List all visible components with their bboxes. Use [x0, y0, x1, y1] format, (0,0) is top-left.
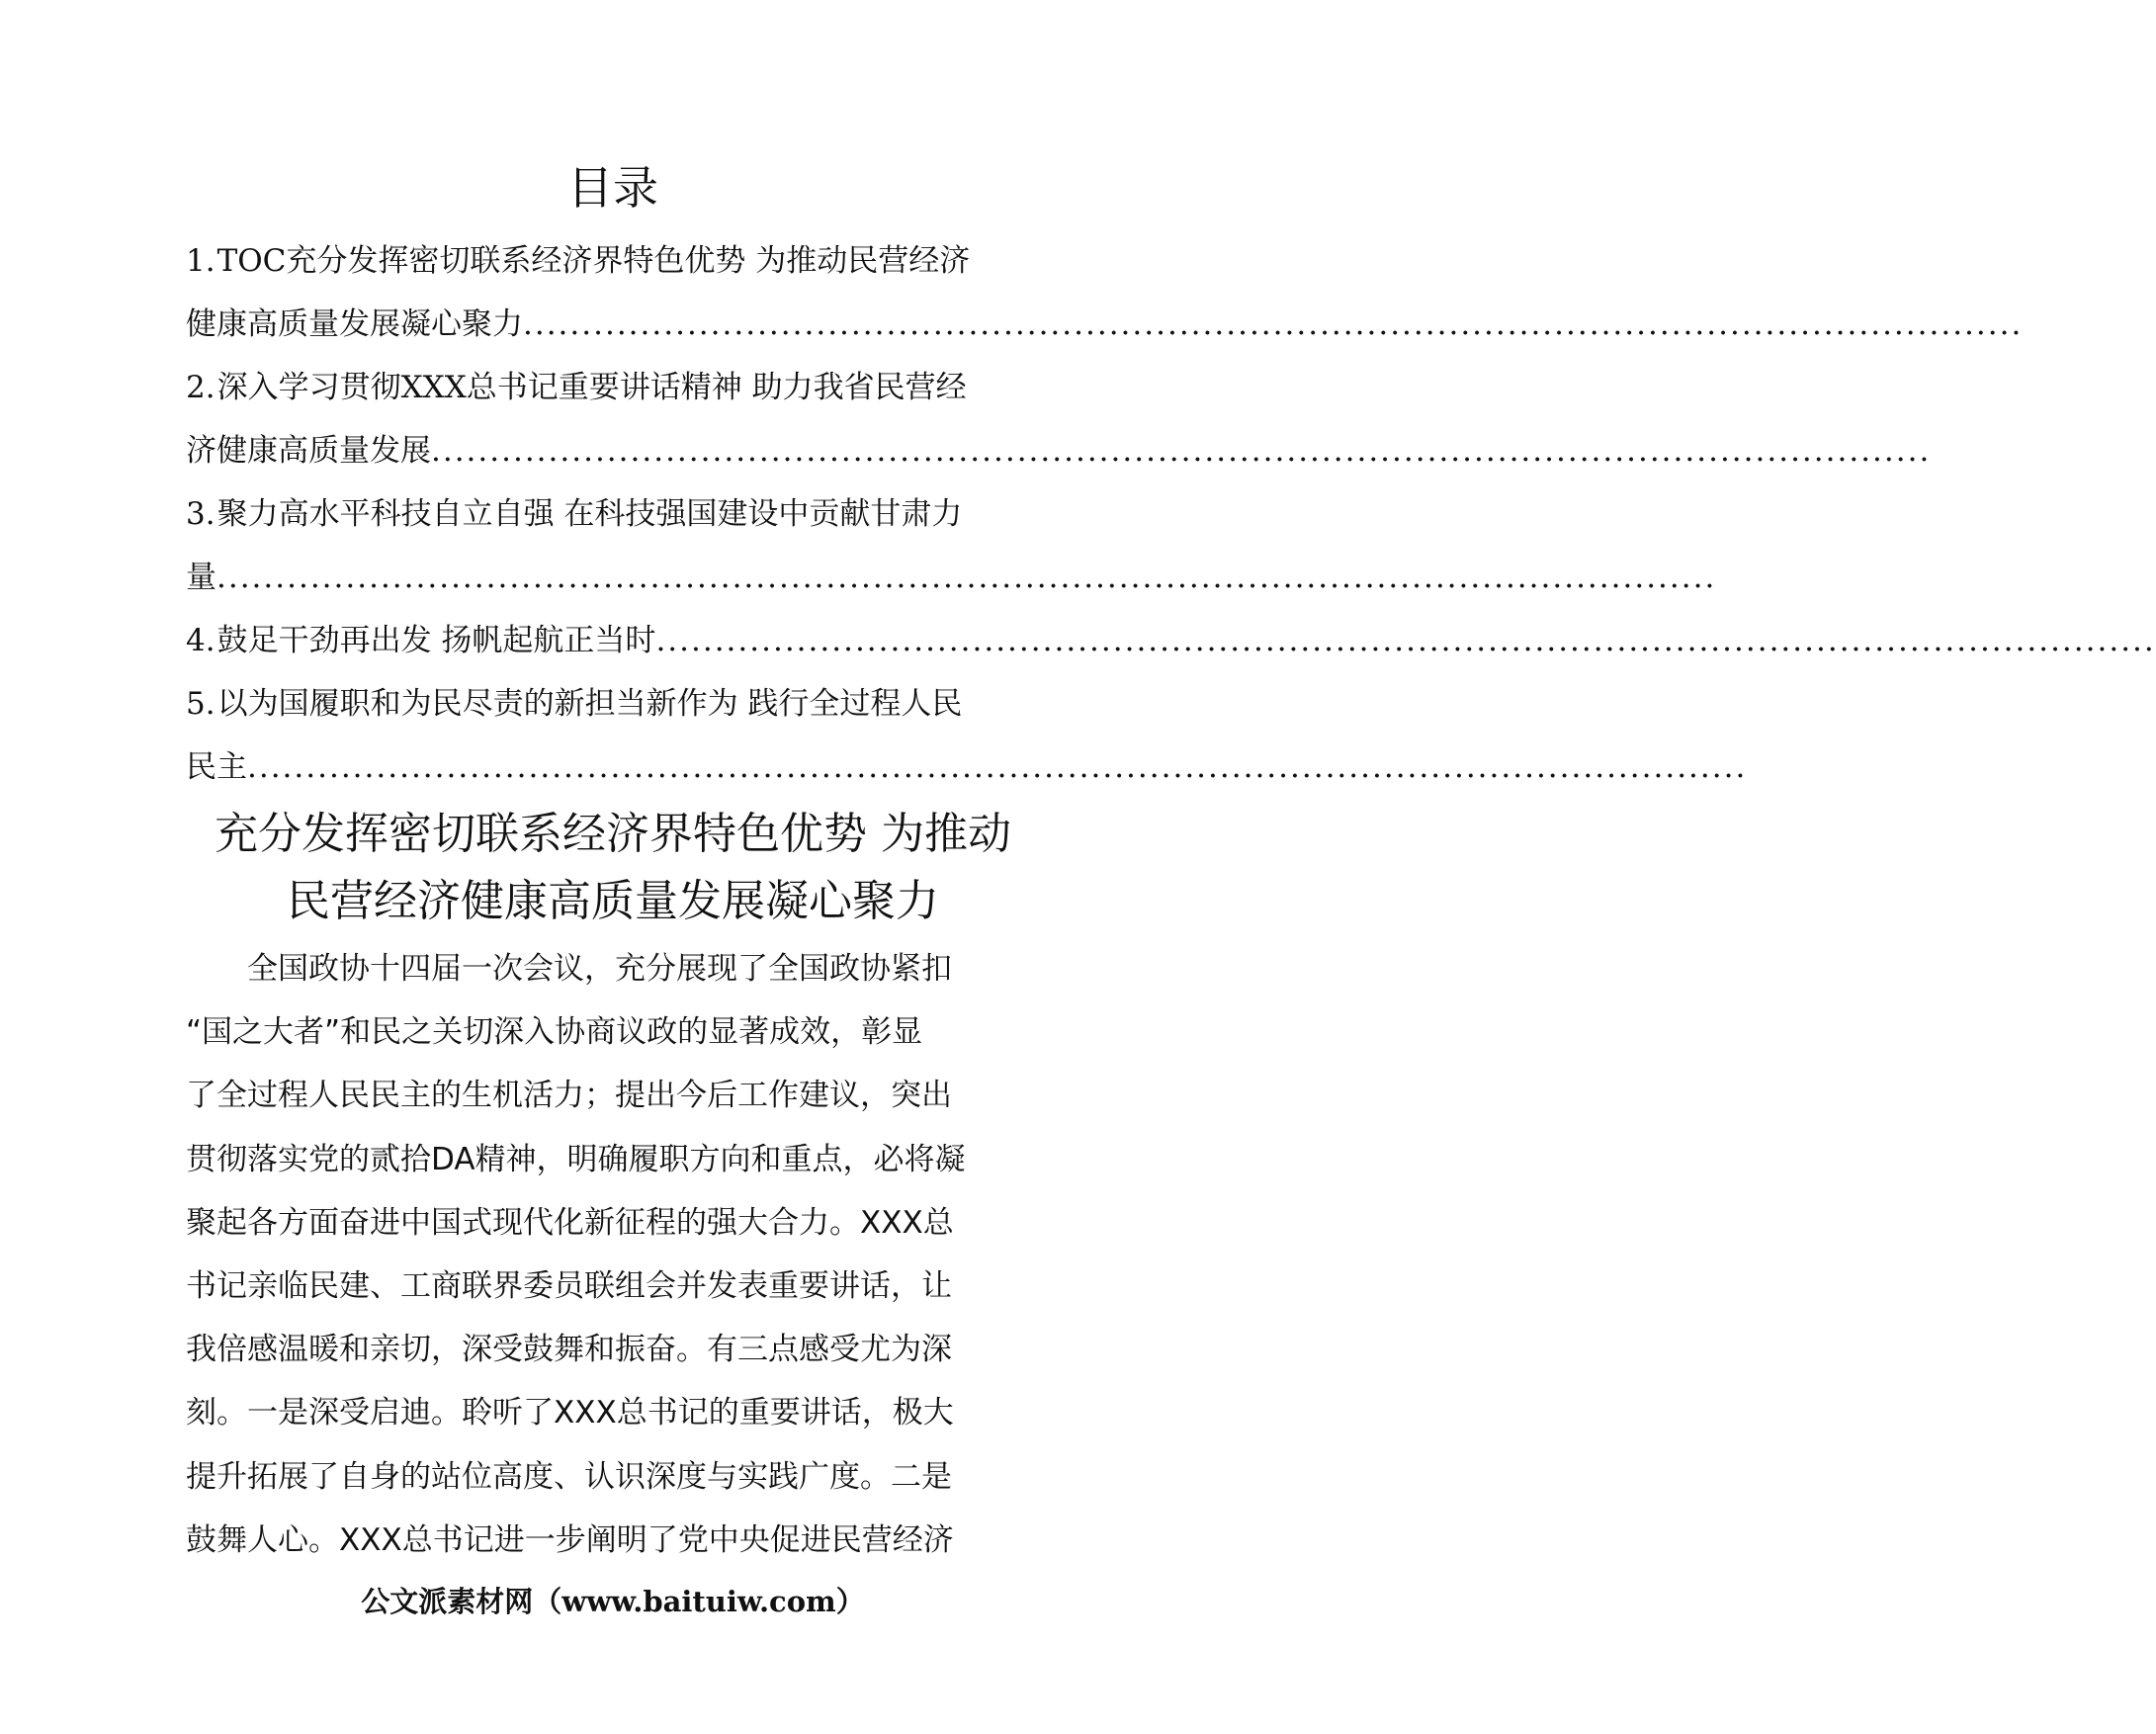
toc-entry-number: 5.: [186, 686, 216, 722]
toc-entry-text: 民主: [186, 749, 247, 785]
toc-entry-text: 深入学习贯彻XXX总书记重要讲话精神 助力我省民营经: [216, 370, 967, 405]
toc-dot-leader: ................................................................................................................................: [523, 306, 2024, 342]
toc-entry-text: 鼓足干劲再出发 扬帆起航正当时: [216, 623, 656, 658]
toc-entry-3-line-1[interactable]: [186, 482, 1226, 546]
body-line: 了全过程人民民主的生机活力；提出今后工作建议，突出: [186, 1078, 952, 1114]
article-title-line-2: 民营经济健康高质量发展凝心聚力: [287, 876, 939, 926]
toc-entry-5-line-2[interactable]: [186, 736, 1748, 799]
body-line: 提升拓展了自身的站位高度、认识深度与实践广度。二是: [186, 1458, 952, 1495]
toc-entry-text: 以为国履职和为民尽责的新担当新作为 践行全过程人民: [216, 686, 963, 722]
footer-watermark: 公文派素材网（www.baituiw.com）: [361, 1585, 865, 1618]
body-line: 我倍感温暖和亲切，深受鼓舞和振奋。有三点感受尤为深: [186, 1332, 952, 1368]
toc-entry-text: 量: [186, 560, 216, 595]
toc-entry-1-line-2[interactable]: [186, 293, 2024, 356]
body-line: 贯彻落实党的贰拾DA精神，明确履职方向和重点，必将凝: [186, 1141, 966, 1177]
toc-entry-number: 3.: [186, 496, 216, 532]
toc-entry-2-line-1[interactable]: [186, 356, 1226, 419]
toc-entry-text: TOC充分发挥密切联系经济界特色优势 为推动民营经济: [216, 243, 971, 279]
body-line: 刻。一是深受启迪。聆听了XXX总书记的重要讲话，极大: [186, 1395, 954, 1431]
table-of-contents: [186, 229, 2156, 799]
toc-entry-5-line-1[interactable]: [186, 672, 1226, 736]
article-title-line-1: 充分发挥密切联系经济界特色优势 为推动: [215, 809, 1011, 859]
body-line: “国之大者”和民之关切深入协商议政的显著成效，彰显: [186, 1014, 923, 1051]
article-body: [186, 937, 1056, 1572]
toc-entry-text: 聚力高水平科技自立自强 在科技强国建设中贡献甘肃力: [216, 496, 963, 532]
toc-entry-1-line-1[interactable]: [186, 229, 1226, 293]
toc-entry-number: 2.: [186, 370, 216, 405]
toc-dot-leader: ................................................................................................................................: [431, 433, 1932, 469]
toc-dot-leader: ................................................................................................................................: [247, 749, 1748, 785]
article-title: [148, 801, 1078, 935]
toc-entry-4-line-1[interactable]: [186, 609, 2156, 672]
toc-entry-text: 济健康高质量发展: [186, 433, 431, 469]
toc-dot-leader: ................................................................................................................................: [216, 560, 1717, 595]
toc-entry-2-line-2[interactable]: [186, 419, 1932, 482]
toc-title: 目录: [567, 161, 658, 215]
body-line: 书记亲临民建、工商联界委员联组会并发表重要讲话，让: [186, 1267, 952, 1304]
toc-entry-number: 4.: [186, 623, 216, 658]
body-line: 全国政协十四届一次会议，充分展现了全国政协紧扣: [186, 951, 952, 987]
body-line: 聚起各方面奋进中国式现代化新征程的强大合力。XXX总: [186, 1204, 954, 1241]
body-line: 鼓舞人心。XXX总书记进一步阐明了党中央促进民营经济: [186, 1521, 954, 1558]
toc-entry-3-line-2[interactable]: [186, 546, 1717, 609]
toc-entry-number: 1.: [186, 243, 216, 279]
toc-dot-leader: ................................................................................................................................: [655, 623, 2156, 658]
toc-entry-text: 健康高质量发展凝心聚力: [186, 306, 523, 342]
